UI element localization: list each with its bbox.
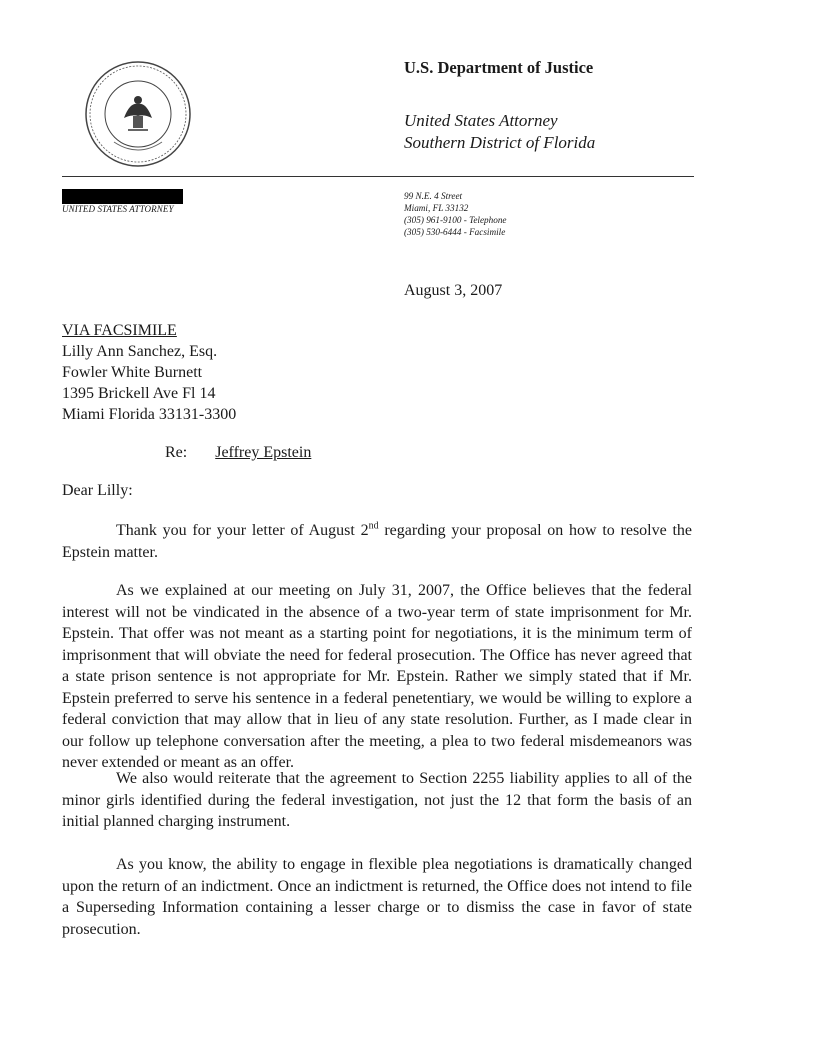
doj-seal — [84, 60, 192, 168]
recipient-firm: Fowler White Burnett — [62, 364, 203, 381]
p4-text: As you know, the ability to engage in flexible plea negotiations is dramatically changed upon the return of an indictment. Once an indictment is returned, the Office does not intend to file a Superseding Information containing a lesser charge or to dismiss the case in favor of state prosecution. — [62, 856, 692, 938]
p1-text-before: Thank you for your letter of August 2 — [116, 522, 369, 539]
office-address — [404, 190, 507, 238]
body-paragraph-1 — [62, 520, 692, 563]
header-divider — [62, 176, 694, 177]
office-line-1: United States Attorney — [404, 111, 558, 130]
attorney-title: UNITED STATES ATTORNEY — [62, 204, 174, 214]
department-name: U.S. Department of Justice — [404, 58, 594, 77]
re-subject: Jeffrey Epstein — [215, 444, 312, 461]
recipient-street: 1395 Brickell Ave Fl 14 — [62, 385, 216, 402]
redaction-bar — [62, 189, 183, 204]
delivery-method: VIA FACSIMILE — [62, 322, 177, 339]
p2-text: As we explained at our meeting on July 31, 2007, the Office believes that the federal interest will not be vindicated in the absence of a two-year term of state imprisonment for Mr. Epstein. That offer was not meant as a starting point for negotiations, it is the minimum term of imprisonment that will obviate the need for federal prosecution. The Office has never agreed that a state prison sentence is not appropriate for Mr. Epstein. Rather we simply stated that if Mr. Epstein preferred to serve his sentence in a federal penetentiary, we would be willing to explore a federal conviction that may allow that in lieu of any state resolution. Further, as I made clear in our follow up telephone conversation after the meeting, a plea to two federal misdemeanors was never extended or meant as an offer. — [62, 582, 692, 771]
address-telephone: (305) 961-9100 - Telephone — [404, 215, 507, 225]
letter-date: August 3, 2007 — [404, 282, 503, 299]
body-paragraph-2 — [62, 580, 692, 774]
address-facsimile: (305) 530-6444 - Facsimile — [404, 227, 506, 237]
p3-text: We also would reiterate that the agreement to Section 2255 liability applies to all of the minor girls identified during the federal investigation, not just the 12 that form the basis of an initial planned charging instrument. — [62, 770, 692, 830]
office-title — [404, 110, 595, 154]
body-paragraph-3 — [62, 768, 692, 833]
recipient-city: Miami Florida 33131-3300 — [62, 406, 237, 423]
salutation: Dear Lilly: — [62, 482, 133, 499]
doj-seal-icon — [84, 60, 192, 168]
recipient-block — [62, 320, 236, 425]
address-city: Miami, FL 33132 — [404, 203, 469, 213]
recipient-name: Lilly Ann Sanchez, Esq. — [62, 343, 218, 360]
re-line — [165, 444, 311, 462]
p1-text-after: regarding your proposal on how to resolve the Epstein matter. — [62, 522, 693, 561]
re-label: Re: — [165, 444, 188, 461]
address-street: 99 N.E. 4 Street — [404, 191, 463, 201]
office-line-2: Southern District of Florida — [404, 133, 596, 152]
body-paragraph-4 — [62, 854, 692, 940]
p1-superscript: nd — [368, 520, 379, 532]
